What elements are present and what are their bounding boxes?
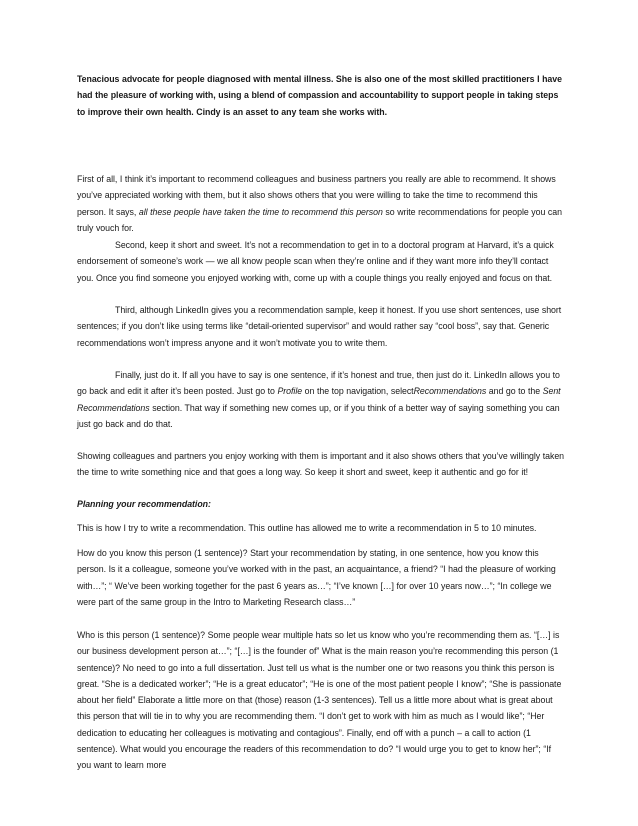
p1-text-a: First of all, I think it’s important to recommend colleagues and business partners you really are able to recommend. It shows you’ve appreciated working with them, but it also shows others that you were willing to take the time to recommend this person. It says, bbox=[77, 174, 556, 217]
p4-profile-link-text: Profile bbox=[277, 386, 303, 397]
paragraph-summary: Showing colleagues and partners you enjoy working with them is important and it also shows others that you’ve willingly taken the time to write something nice and that goes a long way. So keep it short and sweet, keep it authentic and go for it! bbox=[77, 451, 565, 478]
paragraph-keep-honest: Third, although LinkedIn gives you a recommendation sample, keep it honest. If you use short sentences, use short sentences; if you don’t like using terms like “detail-oriented supervisor” and would rather say “cool boss”, say that. Generic recommendations won’t impress anyone and it won’t motivate you to write them. bbox=[77, 305, 562, 348]
p4-text-a: Finally, just do it. If all you have to say is one sentence, if it’s honest and true, then just do it. LinkedIn allows you to go back and edit it after it’s been posted. Just go to bbox=[77, 370, 560, 397]
p4-text-c: and go to the bbox=[486, 386, 543, 397]
planning-heading: Planning your recommendation: bbox=[77, 499, 211, 509]
paragraph-who-is: Who is this person (1 sentence)? Some people wear multiple hats so let us know who you’re recommending them as. “[…] is our business development person at…”; “[…] is the founder of” What is the main reason you’re recommending this person (1 sentence)? No need to go into a full dissertation. Just tell us what is the number one or two reasons you think this person is great. “She is a dedicated worker”; “He is a great educator”; “He is one of the most patient people I know”; “She is passionate about her field” Elaborate a little more on that (those) reason (1-3 sentences). Tell us a little more about what is great about this person that will tie in to why you are recommending them. “I don’t get to work with him as much as I would like”; “Her dedication to educating her colleagues is motivating and contagious”. Finally, end off with a punch – a call to action (1 sentence). What would you encourage the readers of this recommendation to do? “I would urge you to get to know her”; “If you want to learn more bbox=[77, 630, 562, 771]
p1-emphasis: all these people have taken the time to recommend this person bbox=[138, 206, 383, 217]
p4-text-d: section. That way if something new comes up, or if you think of a better way of saying something you can just go back and do that. bbox=[77, 402, 560, 429]
paragraph-outline: This is how I try to write a recommendation. This outline has allowed me to write a recommendation in 5 to 10 minutes. bbox=[77, 523, 537, 533]
p4-text-b: on the top navigation, select bbox=[302, 386, 414, 397]
paragraph-short-sweet: Second, keep it short and sweet. It’s not a recommendation to get in to a doctoral program at Harvard, it’s a quick endorsement of someone’s work — we all know people scan when they’re online and if they want more info they’ll contact you. Once you find someone you enjoyed working with, come up with a couple things you really enjoyed and focus on that. bbox=[77, 240, 554, 283]
paragraph-recommend-truly bbox=[77, 171, 567, 236]
intro-quote: Tenacious advocate for people diagnosed with mental illness. She is also one of the most skilled practitioners I have had the pleasure of working with, using a blend of compassion and accountability to support people in taking steps to improve their own health. Cindy is an asset to any team she works with. bbox=[77, 74, 562, 117]
p4-sent-recommendations-text: Sent Recommendations bbox=[77, 386, 561, 413]
paragraph-how-know: How do you know this person (1 sentence)? Start your recommendation by stating, in one sentence, how you know this person. Is it a colleague, someone you’ve worked with in the past, an acquaintance, a friend? “I had the pleasure of working with…”; “ We’ve been working together for the past 6 years as…”; “I’ve known […] for over 10 years now…”; “In college we were part of the same group in the Intro to Marketing Research class…” bbox=[77, 548, 556, 607]
p1-text-b: so write recommendations for people you can truly vouch for. bbox=[77, 206, 562, 233]
paragraph-just-do-it bbox=[77, 367, 567, 432]
p4-recommendations-text: Recommendations bbox=[413, 386, 487, 397]
